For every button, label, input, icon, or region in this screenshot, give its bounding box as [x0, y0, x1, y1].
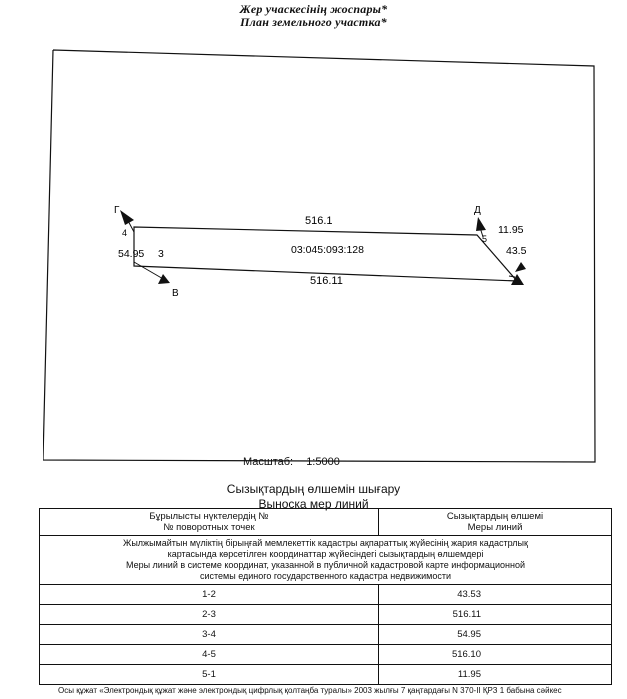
- col-header-points: [40, 509, 379, 536]
- note-kz-line-1: Жылжымайтын мүліктің бірыңғай мемлекеттік кадастры ақпараттық жүйесінің жария кадастрлық: [123, 538, 528, 548]
- table-row: [40, 625, 612, 645]
- measures-note: [40, 536, 612, 585]
- scale: [243, 456, 350, 468]
- arrow-d-head: [476, 217, 486, 231]
- label-bottom-length: 516.11: [310, 275, 343, 287]
- label-parcel-number: 03:045:093:128: [291, 244, 364, 256]
- col-header-lengths-ru: Меры линий: [467, 522, 523, 533]
- row-points: 1-2: [40, 585, 379, 605]
- note-ru-line-1: Меры линий в системе координат, указанной в публичной кадастровой карте информационной: [125, 560, 526, 570]
- row-length: 11.95: [379, 665, 612, 685]
- point-label-v: В: [172, 288, 179, 299]
- col-header-lengths-kz: Сызықтардың өлшемі: [446, 511, 544, 522]
- col-header-lengths: [379, 509, 612, 536]
- row-points: 3-4: [40, 625, 379, 645]
- row-points: 2-3: [40, 605, 379, 625]
- note-kz-line-2: картасында көрсетілген координаттар жүйесіндегі сызықтардың өлшемдері: [167, 549, 484, 559]
- table-row: [40, 665, 612, 685]
- measures-title-kz: Сызықтардың өлшемін шығару: [226, 482, 401, 496]
- row-length: 43.53: [379, 585, 612, 605]
- label-left-length: 54.95: [118, 248, 145, 260]
- footer-note: Осы құжат «Электрондық құжат және электрондық цифрлық қолтаңба туралы» 2003 жылғы 7 қаңтардағы N 370-II ҚРЗ 1 бабына сәйкес: [58, 686, 562, 695]
- row-points: 5-1: [40, 665, 379, 685]
- note-ru-line-2: системы единого государственного кадастра недвижимости: [199, 571, 452, 581]
- land-plan-drawing: [43, 47, 600, 467]
- point-label-g: Г: [114, 205, 120, 216]
- point-label-5: 5: [482, 234, 488, 244]
- arrow-g-head: [120, 210, 134, 225]
- row-length: 516.10: [379, 645, 612, 665]
- row-points: 4-5: [40, 645, 379, 665]
- point-label-4: 4: [122, 228, 128, 238]
- table-row: [40, 645, 612, 665]
- table-row: [40, 605, 612, 625]
- row-length: 54.95: [379, 625, 612, 645]
- title-ru: План земельного участка*: [240, 15, 387, 29]
- measures-title-ru: Выноска мер линий: [258, 497, 369, 511]
- scale-label: Масштаб:: [243, 456, 294, 468]
- label-right-length: 43.5: [506, 245, 527, 257]
- title-kz: Жер учаскесінің жоспары*: [239, 2, 388, 16]
- scale-value: 1:5000: [306, 456, 340, 468]
- measures-table: [39, 508, 612, 685]
- col-header-points-ru: № поворотных точек: [163, 522, 255, 533]
- row-length: 516.11: [379, 605, 612, 625]
- point-label-3: 3: [158, 248, 164, 260]
- table-row: [40, 585, 612, 605]
- arrow-right-head-upper: [515, 262, 526, 272]
- arrow-v-line: [134, 262, 165, 280]
- arrow-right-line: [509, 276, 515, 277]
- label-top-length: 516.1: [305, 215, 333, 227]
- arrow-v-head: [158, 274, 170, 284]
- label-right-top-length: 11.95: [498, 224, 524, 236]
- col-header-points-kz: Бұрылысты нүктелердің №: [149, 511, 269, 522]
- point-label-d: Д: [474, 205, 481, 216]
